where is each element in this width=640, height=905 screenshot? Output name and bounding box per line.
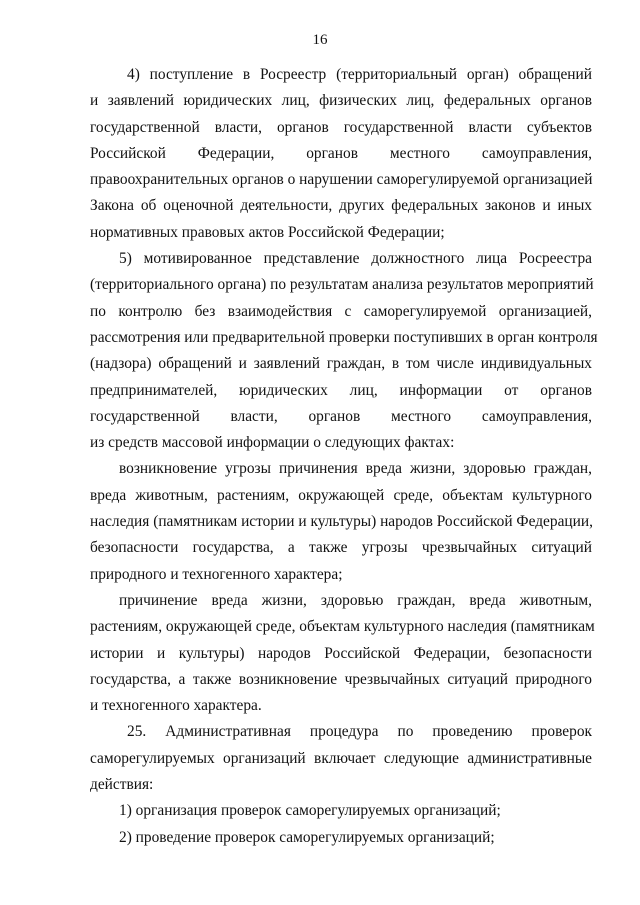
body-text [90, 62, 598, 851]
text-line: из средств массовой информации о следующих фактах: [90, 434, 455, 452]
text-line: наследия (памятникам истории и культуры) народов Российской Федерации, [90, 513, 593, 531]
text-line: государственной власти, органов местного самоуправления, [90, 407, 592, 425]
text-line: государственной власти, органов государственной власти субъектов [90, 118, 592, 136]
text-line: вреда животным, растениям, окружающей среде, объектам культурного [90, 486, 592, 504]
text-line: истории и культуры) народов Российской Федерации, безопасности [90, 644, 592, 662]
text-line: и техногенного характера. [90, 697, 262, 715]
text-line: безопасности государства, а также угрозы чрезвычайных ситуаций [90, 539, 592, 557]
text-line: возникновение угрозы причинения вреда жизни, здоровью граждан, [119, 460, 592, 478]
text-line: Закона об оценочной деятельности, других федеральных законов и иных [90, 197, 592, 215]
text-line: 5) мотивированное представление должностного лица Росреестра [119, 250, 592, 268]
text-line: саморегулируемых организаций включает следующие административные [90, 749, 592, 767]
text-line: 4) поступление в Росреестр (территориальный орган) обращений [127, 66, 592, 83]
text-line: природного и техногенного характера; [90, 565, 343, 583]
text-line: причинение вреда жизни, здоровью граждан, вреда животным, [119, 591, 592, 609]
text-line: 25. Административная процедура по проведению проверок [127, 723, 592, 741]
text-line: предпринимателей, юридических лиц, информации от органов [90, 381, 592, 399]
text-line: (надзора) обращений и заявлений граждан, в том числе индивидуальных [90, 355, 592, 373]
text-line: нормативных правовых актов Российской Федерации; [90, 223, 445, 241]
text-line: Российской Федерации, органов местного самоуправления, [90, 144, 592, 162]
text-line: по контролю без взаимодействия с саморегулируемой организацией, [90, 302, 592, 320]
text-line: действия: [90, 776, 154, 794]
text-line: растениям, окружающей среде, объектам культурного наследия (памятникам [90, 618, 595, 636]
text-line: правоохранительных органов о нарушении саморегулируемой организацией [90, 171, 593, 189]
text-line: 2) проведение проверок саморегулируемых организаций; [119, 828, 495, 846]
text-line: (территориального органа) по результатам анализа результатов мероприятий [90, 276, 594, 294]
page-number: 16 [312, 32, 328, 48]
text-line: рассмотрения или предварительной проверки поступивших в орган контроля [90, 328, 598, 346]
text-line: государства, а также возникновение чрезвычайных ситуаций природного [90, 670, 592, 688]
text-line: 1) организация проверок саморегулируемых организаций; [119, 802, 501, 820]
text-line: и заявлений юридических лиц, физических лиц, федеральных органов [90, 92, 592, 110]
